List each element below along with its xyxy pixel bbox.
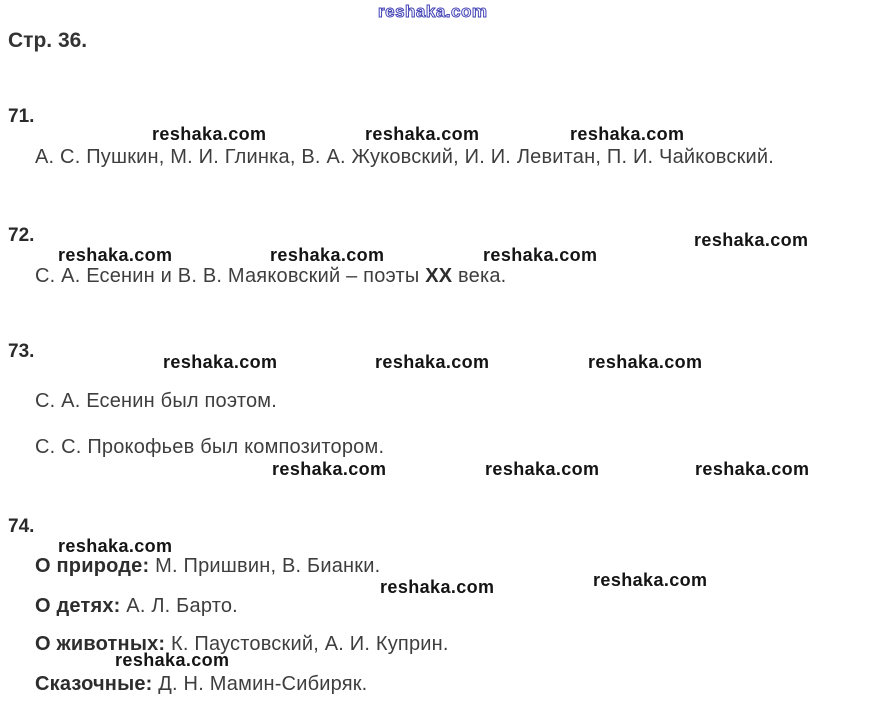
page-title: Стр. 36. [8, 29, 88, 52]
site-watermark: reshaka.com [694, 230, 809, 250]
task-74-number: 74. [8, 516, 35, 537]
site-watermark: reshaka.com [58, 245, 173, 265]
site-watermark: reshaka.com [115, 650, 230, 670]
site-watermark: reshaka.com [163, 352, 278, 372]
site-watermark: reshaka.com [152, 124, 267, 144]
site-watermark-outline [376, 2, 506, 24]
site-watermark: reshaka.com [375, 352, 490, 372]
task-74-item-children-label: О детях: [35, 595, 121, 617]
task-72-number: 72. [8, 225, 35, 246]
task-71-answer: А. С. Пушкин, М. И. Глинка, В. А. Жуковский, И. И. Левитан, П. И. Чайковский. [35, 146, 775, 168]
site-watermark: reshaka.com [695, 459, 810, 479]
site-watermark: reshaka.com [588, 352, 703, 372]
site-watermark: reshaka.com [593, 570, 708, 590]
task-74-item-fairy-label: Сказочные: [35, 673, 153, 695]
svg-text:reshaka.com: reshaka.com [378, 2, 488, 21]
task-72-answer [35, 265, 506, 288]
task-74-item-nature [35, 555, 380, 578]
site-watermark: reshaka.com [365, 124, 480, 144]
site-watermark: reshaka.com [270, 245, 385, 265]
task-73-answer-2: С. С. Прокофьев был композитором. [35, 436, 385, 458]
task-71-number: 71. [8, 106, 35, 127]
site-watermark: reshaka.com [570, 124, 685, 144]
site-watermark: reshaka.com [58, 536, 173, 556]
task-74-item-nature-value: М. Пришвин, В. Бианки. [149, 555, 381, 577]
task-72-answer-post: века. [452, 265, 507, 287]
site-watermark: reshaka.com [483, 245, 598, 265]
site-watermark: reshaka.com [380, 577, 495, 597]
task-74-item-animals-value: К. Паустовский, А. И. Куприн. [165, 633, 449, 655]
task-74-item-fairy-value: Д. Н. Мамин-Сибиряк. [152, 673, 368, 695]
task-74-item-children [35, 595, 238, 618]
site-watermark: reshaka.com [272, 459, 387, 479]
task-74-item-animals-label: О животных: [35, 633, 166, 655]
task-74-item-animals [35, 633, 449, 656]
task-72-answer-bold: ХХ [425, 265, 453, 287]
task-74-item-fairy [35, 673, 367, 696]
task-73-number: 73. [8, 341, 35, 362]
task-72-answer-pre: С. А. Есенин и В. В. Маяковский – поэты [35, 265, 426, 287]
site-watermark: reshaka.com [485, 459, 600, 479]
task-73-answer-1: С. А. Есенин был поэтом. [35, 390, 278, 412]
task-74-item-children-value: А. Л. Барто. [120, 595, 238, 617]
task-74-item-nature-label: О природе: [35, 555, 150, 577]
